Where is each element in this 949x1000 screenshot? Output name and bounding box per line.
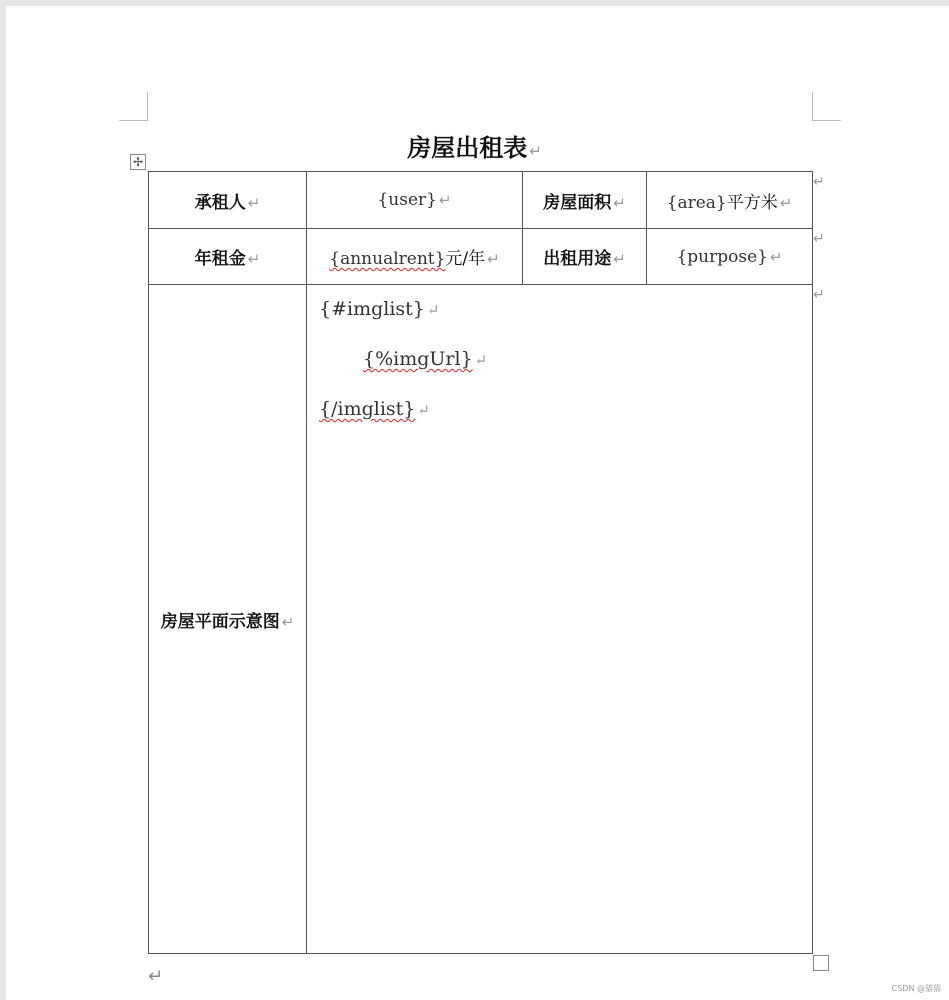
- area-placeholder: {area}: [666, 192, 727, 213]
- rental-form-table: [148, 171, 813, 954]
- cell-tenant-label[interactable]: [149, 172, 307, 229]
- cell-area-value[interactable]: [647, 172, 813, 229]
- row-end-mark-icon: ↵: [813, 287, 825, 303]
- annual-rent-unit: 元/年: [445, 249, 486, 269]
- annual-rent-label: 年租金: [194, 249, 246, 269]
- imglist-open-line: [319, 295, 812, 345]
- cell-image-list[interactable]: [307, 285, 813, 954]
- imgurl-tag: {%imgUrl}: [363, 348, 473, 370]
- imgurl-line: [319, 345, 812, 395]
- cell-area-label[interactable]: [523, 172, 647, 229]
- paragraph-mark-icon: ↵: [779, 193, 793, 212]
- paragraph-mark-icon: ↵: [247, 193, 261, 212]
- paragraph-mark-icon: ↵: [438, 191, 452, 209]
- paragraph-mark-icon: ↵: [417, 401, 430, 419]
- cell-annual-rent-value[interactable]: [307, 229, 523, 285]
- floorplan-label: 房屋平面示意图: [160, 611, 280, 632]
- paragraph-mark-icon: ↵: [613, 250, 626, 268]
- area-label: 房屋面积: [543, 192, 612, 213]
- cell-purpose-label[interactable]: [523, 229, 647, 285]
- paragraph-mark-icon: ↵: [247, 250, 261, 268]
- paragraph-mark-icon: ↵: [613, 193, 626, 212]
- cell-purpose-value[interactable]: [647, 229, 813, 285]
- table-move-handle-icon[interactable]: ✢: [130, 154, 146, 170]
- paragraph-mark-icon: ↵: [529, 142, 542, 160]
- annualrent-placeholder: {annualrent}: [329, 249, 446, 269]
- cell-tenant-value[interactable]: [307, 172, 523, 229]
- paragraph-mark-icon: ↵: [281, 612, 295, 631]
- purpose-label: 出租用途: [543, 249, 612, 269]
- paragraph-mark-icon: ↵: [487, 250, 500, 268]
- area-unit: 平方米: [726, 192, 778, 213]
- margin-corner-top-left: [119, 92, 148, 121]
- user-placeholder: {user}: [377, 190, 437, 210]
- paragraph-mark-icon: ↵: [769, 247, 783, 266]
- table-resize-handle-icon[interactable]: [813, 955, 829, 971]
- imglist-close-line: [319, 395, 812, 445]
- row-end-mark-icon: ↵: [813, 174, 825, 190]
- paragraph-mark-icon: ↵: [426, 301, 440, 319]
- title-text: 房屋出租表: [407, 134, 528, 162]
- table-row: [149, 285, 813, 954]
- row-end-mark-icon: ↵: [813, 231, 825, 247]
- margin-corner-top-right: [812, 92, 841, 121]
- paragraph-mark-icon: ↵: [474, 351, 488, 369]
- watermark: CSDN @猫猫: [891, 984, 941, 993]
- end-paragraph-mark-icon[interactable]: ↵: [148, 966, 164, 987]
- cell-annual-rent-label[interactable]: [149, 229, 307, 285]
- table-row: [149, 172, 813, 229]
- tenant-label: 承租人: [194, 192, 246, 213]
- imglist-open-tag: {#imglist}: [319, 298, 425, 320]
- purpose-placeholder: {purpose}: [676, 246, 768, 267]
- cell-floorplan-label[interactable]: [149, 285, 307, 954]
- imglist-close-tag: {/imglist}: [319, 398, 416, 420]
- table-row: [149, 229, 813, 285]
